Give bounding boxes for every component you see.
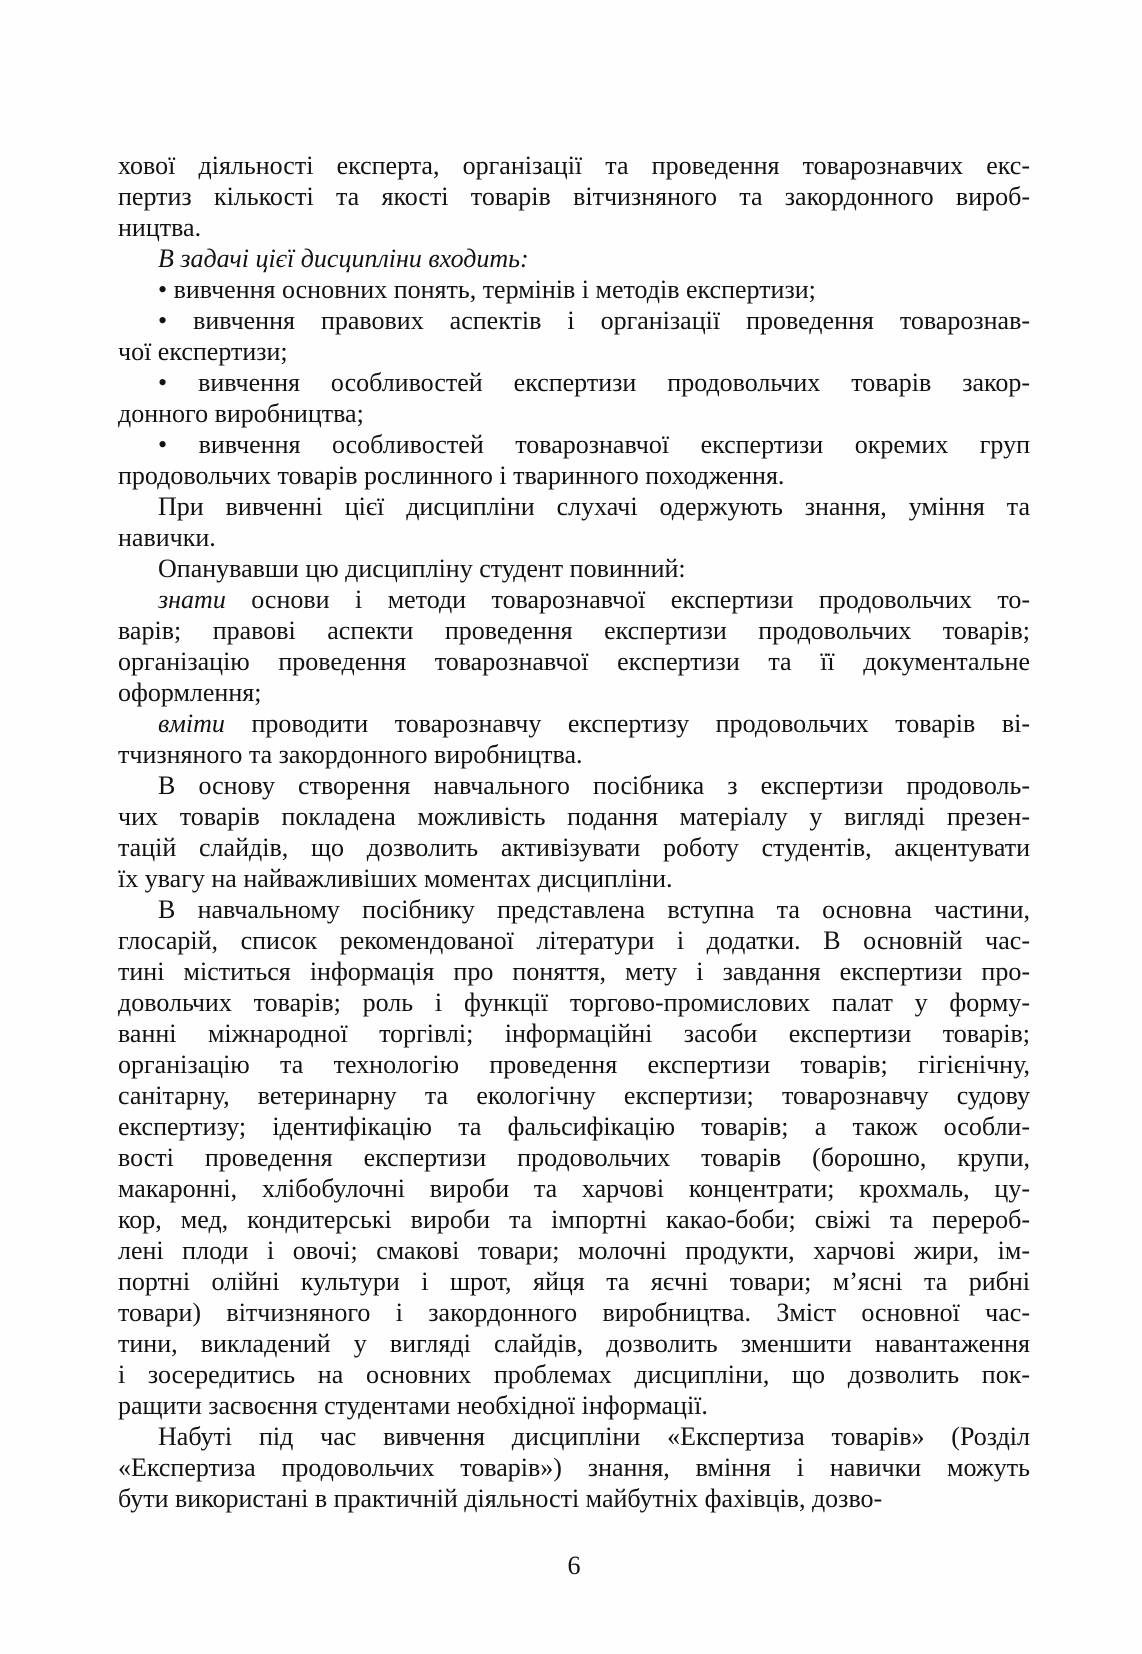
bullet-item [118, 429, 1030, 491]
text-line: бути використані в практичній діяльності майбутніх фахівців, дозво- [118, 1484, 883, 1513]
text-line: ництва. [118, 213, 202, 242]
text-line: хової діяльності експерта, організації та проведення товарознавчих екс- [118, 151, 1030, 180]
text-line: чої експертизи; [118, 337, 288, 366]
text-line: тацій слайдів, що дозволить активізувати роботу студентів, акцентувати [118, 833, 1030, 862]
text-line: організацію та технологію проведення експертизи товарів; гігієнічну, [118, 1050, 1030, 1079]
text-line: Опанувавши цю дисципліну студент повинний: [158, 554, 686, 583]
text-line: лені плоди і овочі; смакові товари; молочні продукти, харчові жири, ім- [118, 1236, 1030, 1265]
text-block [118, 150, 1030, 1514]
text-line: ванні міжнародної торгівлі; інформаційні засоби експертизи товарів; [118, 1019, 1030, 1048]
text-line: глосарій, список рекомендованої літератури і додатки. В основній час- [118, 926, 1030, 955]
text-line: варів; правові аспекти проведення експертизи продовольчих товарів; [118, 616, 1030, 645]
paragraph [118, 894, 1030, 1421]
text-line: і зосередитись на основних проблемах дисципліни, що дозволить пок- [118, 1360, 1030, 1389]
text-line: В основу створення навчального посібника з експертизи продоволь- [158, 771, 1030, 800]
bullet-item [118, 305, 1030, 367]
paragraph [118, 553, 1030, 584]
text-line: • вивчення основних понять, термінів і методів експертизи; [158, 275, 816, 304]
paragraph [118, 243, 1030, 274]
text-line: • вивчення особливостей товарознавчої експертизи окремих груп [158, 430, 1030, 459]
paragraph [118, 708, 1030, 770]
paragraph [118, 1421, 1030, 1514]
bullet-item [118, 274, 1030, 305]
text-line: • вивчення правових аспектів і організації проведення товарознав- [158, 306, 1030, 335]
text-line: санітарну, ветеринарну та екологічну експертизи; товарознавчу судову [118, 1081, 1030, 1110]
text-line: В навчальному посібнику представлена вступна та основна частини, [158, 895, 1030, 924]
text-line: макаронні, хлібобулочні вироби та харчові концентрати; крохмаль, цу- [118, 1174, 1030, 1203]
text-line: тині міститься інформація про поняття, мету і завдання експертизи про- [118, 957, 1030, 986]
paragraph [118, 770, 1030, 894]
text-line: донного виробництва; [118, 399, 364, 428]
paragraph [118, 584, 1030, 708]
text-line: тчизняного та закордонного виробництва. [118, 740, 583, 769]
paragraph [118, 491, 1030, 553]
text-line: довольчих товарів; роль і функції торгово-промислових палат у форму- [118, 988, 1030, 1017]
text-line: продовольчих товарів рослинного і тваринного походження. [118, 461, 785, 490]
text-line: пертиз кількості та якості товарів вітчизняного та закордонного вироб- [118, 182, 1030, 211]
paragraph [118, 150, 1030, 243]
text-line: • вивчення особливостей експертизи продовольчих товарів закор- [158, 368, 1030, 397]
text-line: вості проведення експертизи продовольчих товарів (борошно, крупи, [118, 1143, 1030, 1172]
text-line: організацію проведення товарознавчої експертизи та її документальне [118, 647, 1030, 676]
text-line: ращити засвоєння студентами необхідної інформації. [118, 1391, 708, 1420]
text-line: оформлення; [118, 678, 262, 707]
lead-term: вміти [158, 709, 225, 738]
text-line: навички. [118, 523, 216, 552]
text-line: портні олійні культури і шрот, яйця та яєчні товари; м’ясні та рибні [118, 1267, 1030, 1296]
text-line: їх увагу на найважливіших моментах дисципліни. [118, 864, 673, 893]
bullet-item [118, 367, 1030, 429]
page-number: 6 [567, 1551, 581, 1580]
text-line: експертизу; ідентифікацію та фальсифікацію товарів; а також особли- [118, 1112, 1030, 1141]
text-line: чих товарів покладена можливість подання матеріалу у вигляді презен- [118, 802, 1030, 831]
text-line: В задачі цієї дисципліни входить: [158, 244, 529, 273]
text-line: Набуті під час вивчення дисципліни «Експертиза товарів» (Розділ [158, 1422, 1030, 1451]
text-line: знати основи і методи товарознавчої експертизи продовольчих то- [158, 585, 1030, 614]
text-line: товари) вітчизняного і закордонного виробництва. Зміст основної час- [118, 1298, 1030, 1327]
lead-term: знати [158, 585, 226, 614]
text-line: тини, викладений у вигляді слайдів, дозволить зменшити навантаження [118, 1329, 1030, 1358]
text-line: вміти проводити товарознавчу експертизу продовольчих товарів ві- [158, 709, 1030, 738]
text-line: При вивченні цієї дисципліни слухачі одержують знання, уміння та [158, 492, 1030, 521]
text-line: «Експертиза продовольчих товарів») знання, вміння і навички можуть [118, 1453, 1030, 1482]
text-line: кор, мед, кондитерські вироби та імпортні какао-боби; свіжі та перероб- [118, 1205, 1030, 1234]
